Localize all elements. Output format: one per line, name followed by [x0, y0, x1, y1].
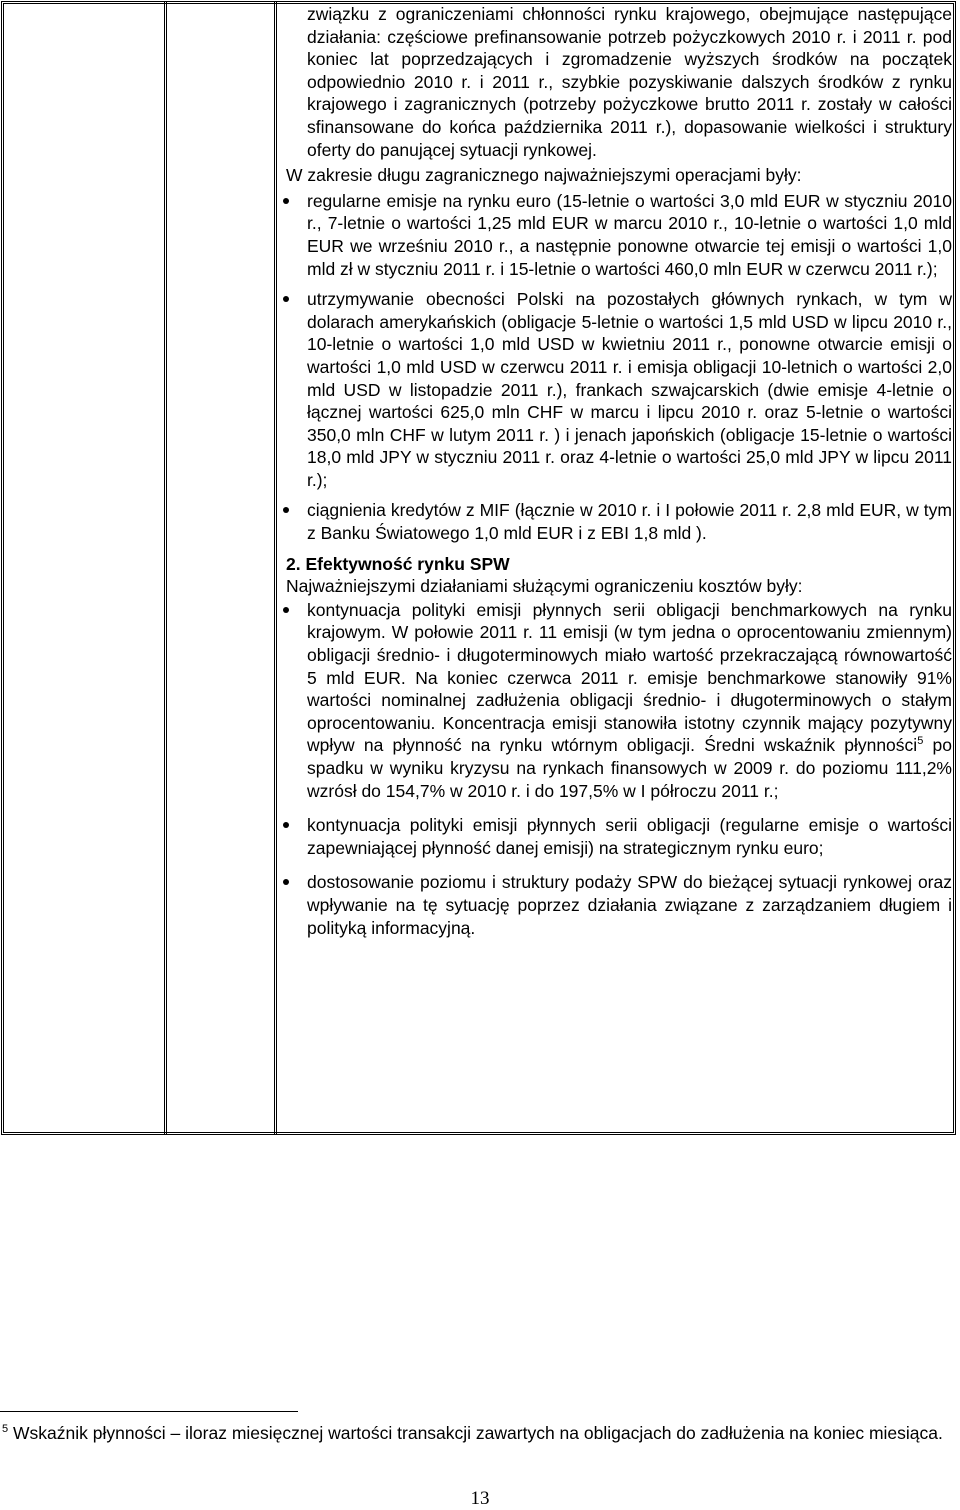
column-divider-1 [164, 1, 167, 1135]
list-item: utrzymywanie obecności Polski na pozostałych głównych rynkach, w tym w dolarach amerykańskich (obligacje 5-letnie o wartości 1,5 mld USD w lipcu 2010 r., 10-letnie o wartości 1,0 mld USD w kwietniu 2011 r., ponowne otwarcie emisji o wartości 1,0 mld USD w czerwcu 2011 r. i emisja obligacji 10-letnich o wartości 2,0 mld USD w listopadzie 2011 r.), frankach szwajcarskich (dwie emisje 4-letnie o łącznej wartości 625,0 mln CHF w marcu i lipcu 2010 r. oraz 5-letnie o wartości 350,0 mln CHF w lutym 2011 r. ) i jenach japońskich (obligacje 15-letnie o wartości 18,0 mld JPY w styczniu 2011 r. oraz 4-letnie o wartości 25,0 mld JPY w lipcu 2011 r.); [307, 288, 952, 491]
footnote-marker: 5 [2, 1423, 9, 1435]
efficiency-list [307, 599, 952, 939]
list-item: kontynuacja polityki emisji płynnych serii obligacji benchmarkowych na rynku krajowym. W połowie 2011 r. 11 emisji (w tym jedna o oprocentowaniu zmiennym) obligacji średnio- i długoterminowych miało wartość przekraczającą równowartość 5 mld EUR. Na koniec czerwca 2011 r. emisje benchmarkowe stanowiły 91% wartości nominalnej zadłużenia obligacji średnio- i długoterminowych o stałym oprocentowaniu. Koncentracja emisji stanowiła istotny czynnik mający pozytywny wpływ na płynność na rynku wtórnym obligacji. Średni wskaźnik płynności$^5$ po spadku w wyniku kryzysu na rynkach finansowych w 2009 r. do poziomu 111,2% wzrósł do 154,7% w 2010 r. i do 197,5% w I półroczu 2011 r.; [307, 599, 952, 802]
list-item: kontynuacja polityki emisji płynnych serii obligacji (regularne emisje o wartości zapewniającej płynność danej emisji) na strategicznym rynku euro; [307, 814, 952, 859]
list-item: dostosowanie poziomu i struktury podaży SPW do bieżącej sytuacji rynkowej oraz wpływanie na tę sytuację poprzez działania związane z zarządzaniem długiem i polityką informacyjną. [307, 871, 952, 939]
footnote-ref[interactable]: 5 [917, 735, 924, 748]
section-title: 2. Efektywność rynku SPW [286, 553, 510, 574]
foreign-debt-list [307, 190, 952, 545]
main-content [286, 3, 952, 947]
section-intro: Najważniejszymi działaniami służącymi ograniczeniu kosztów były: [286, 576, 803, 597]
bullet-icon [283, 198, 289, 204]
list-item: ciągnienia kredytów z MIF (łącznie w 2010 r. i I połowie 2011 r. 2,8 mld EUR, w tym z Banku Światowego 1,0 mld EUR i z EBI 1,8 mld ). [307, 499, 952, 544]
column-divider-2 [274, 1, 277, 1135]
continuation-paragraph: związku z ograniczeniami chłonności rynku krajowego, obejmujące następujące działania: częściowe prefinansowanie potrzeb pożyczkowych 2010 r. i 2011 r. pod koniec lat poprzedzających i zgromadzenie wyższych środków na początek odpowiednio 2010 r. i 2011 r., szybkie pozyskiwanie dalszych środków z rynku krajowego i zagranicznych (potrzeby pożyczkowe brutto 2011 r. zostały w całości sfinansowane do końca października 2011 r.), dopasowanie wielkości i struktury oferty do panującej sytuacji rynkowej. [307, 4, 952, 160]
footnote [2, 1422, 952, 1444]
footnote-separator [0, 1411, 298, 1412]
footnote-text: Wskaźnik płynności – iloraz miesięcznej wartości transakcji zawartych na obligacjach do zadłużenia na koniec miesiąca. [8, 1423, 943, 1443]
bullet-icon [283, 607, 289, 613]
list-item: regularne emisje na rynku euro (15-letnie o wartości 3,0 mld EUR w styczniu 2010 r., 7-letnie o wartości 1,25 mld EUR w marcu 2010 r., 10-letnie o wartości 1,0 mld EUR we wrześniu 2010 r., a następnie ponowne otwarcie tej emisji o wartości 1,0 mld zł w styczniu 2011 r. i 15-letnie o wartości 460,0 mln EUR w czerwcu 2011 r.); [307, 190, 952, 280]
foreign-debt-intro: W zakresie długu zagranicznego najważniejszymi operacjami były: [286, 165, 802, 186]
page-number: 13 [470, 1488, 490, 1509]
